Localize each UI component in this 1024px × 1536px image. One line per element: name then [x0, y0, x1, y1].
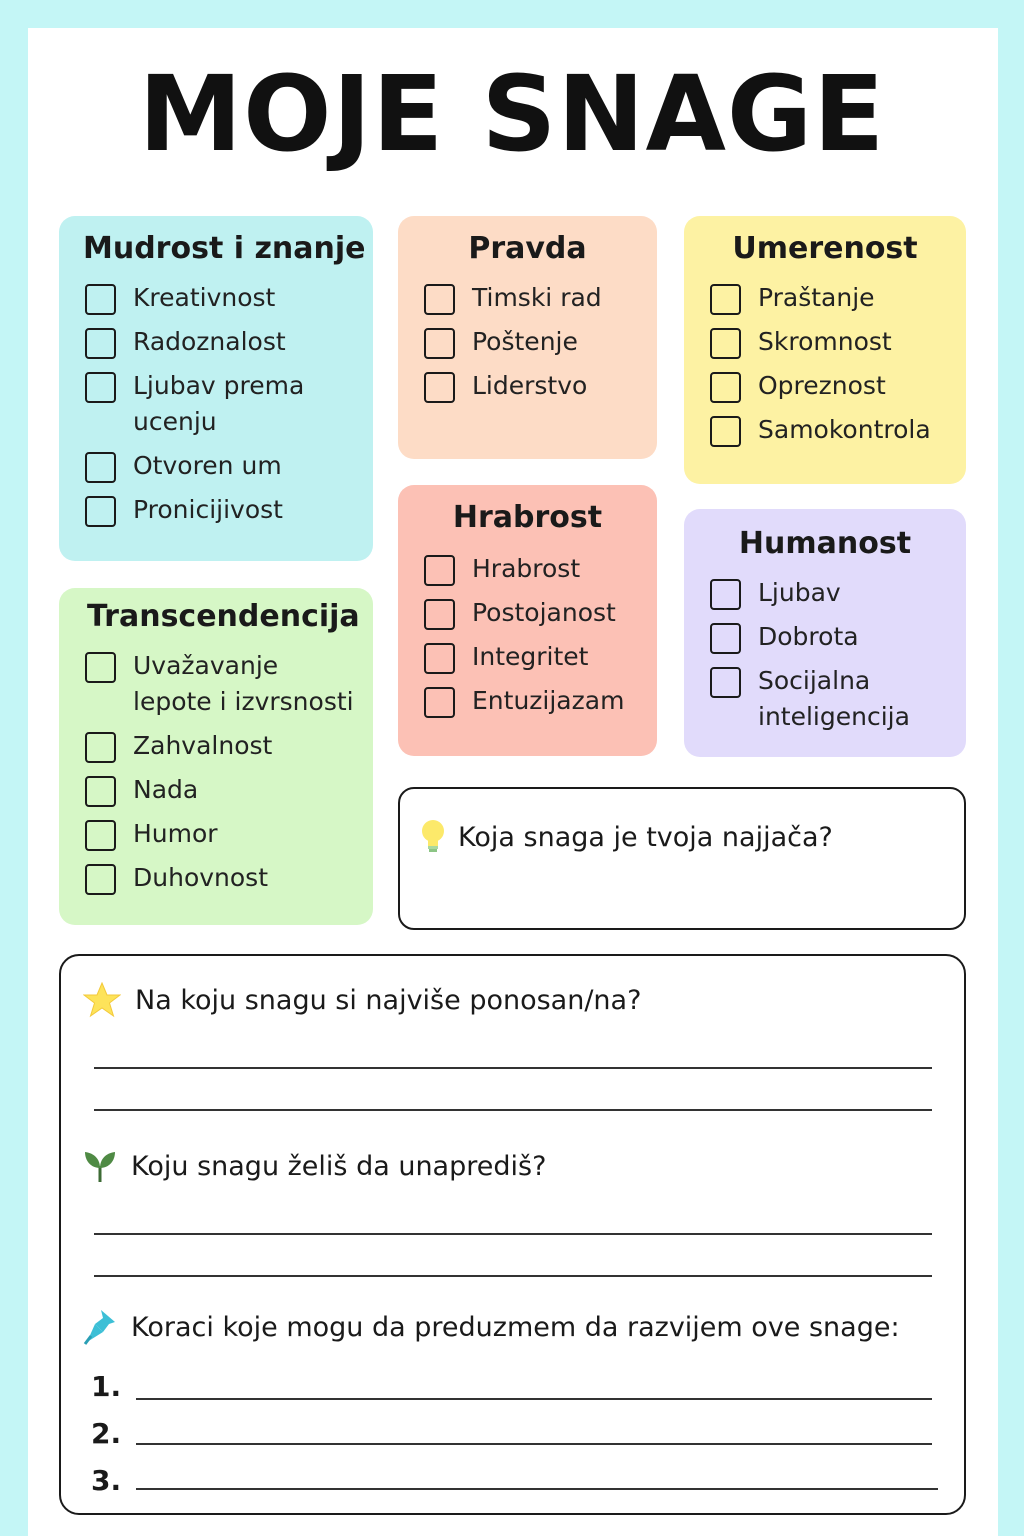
checkbox[interactable]	[85, 864, 116, 895]
step-number: 2.	[91, 1417, 122, 1450]
checkbox[interactable]	[424, 599, 455, 630]
answer-line[interactable]	[94, 1109, 932, 1111]
checkbox[interactable]	[424, 555, 455, 586]
answer-line[interactable]	[94, 1275, 932, 1277]
strength-item[interactable]	[416, 595, 639, 631]
strength-item[interactable]	[77, 648, 355, 720]
question-text: Na koju snagu si najviše ponosan/na?	[135, 984, 642, 1016]
strength-item[interactable]	[702, 663, 948, 735]
star-icon	[83, 982, 121, 1018]
strength-label: Radoznalost	[133, 327, 286, 356]
question-text: Koja snaga je tvoja najjača?	[458, 821, 833, 853]
lightbulb-icon	[420, 819, 446, 855]
pushpin-icon	[83, 1308, 117, 1346]
checkbox[interactable]	[85, 284, 116, 315]
strength-label: Poštenje	[472, 327, 578, 356]
checkbox[interactable]	[85, 372, 116, 403]
strength-item[interactable]	[77, 280, 355, 316]
checkbox[interactable]	[710, 372, 741, 403]
strength-label: Integritet	[472, 642, 589, 671]
strength-label: Liderstvo	[472, 371, 588, 400]
strength-item[interactable]	[77, 492, 355, 528]
checkbox[interactable]	[85, 496, 116, 527]
checkbox[interactable]	[85, 328, 116, 359]
category-card-hrabrost	[398, 485, 657, 756]
checkbox[interactable]	[710, 579, 741, 610]
category-heading: Pravda	[468, 231, 587, 266]
category-card-mudrost	[59, 216, 373, 561]
category-heading: Transcendencija	[87, 599, 360, 634]
strength-item[interactable]	[702, 324, 948, 360]
question-text: Koju snagu želiš da unaprediš?	[131, 1150, 547, 1182]
strength-label: Opreznost	[758, 371, 886, 400]
checkbox[interactable]	[424, 372, 455, 403]
strength-item[interactable]	[702, 412, 948, 448]
category-heading: Umerenost	[732, 231, 918, 266]
question-text: Koraci koje mogu da preduzmem da razvijem ove snage:	[131, 1311, 900, 1343]
strength-item[interactable]	[416, 639, 639, 675]
strength-label: Skromnost	[758, 327, 892, 356]
checkbox[interactable]	[85, 776, 116, 807]
step-line[interactable]	[136, 1443, 932, 1445]
checkbox[interactable]	[85, 652, 116, 683]
checkbox[interactable]	[424, 687, 455, 718]
strength-label: Ljubav	[758, 578, 841, 607]
checkbox[interactable]	[424, 328, 455, 359]
category-heading: Humanost	[738, 526, 912, 561]
checkbox[interactable]	[85, 820, 116, 851]
step-number: 1.	[91, 1370, 122, 1403]
checkbox[interactable]	[710, 328, 741, 359]
page-title: MOJE SNAGE	[138, 53, 886, 175]
strongest-question	[420, 819, 833, 855]
checkbox[interactable]	[710, 667, 741, 698]
strength-label: Pronicijivost	[133, 495, 283, 524]
strength-item[interactable]	[702, 280, 948, 316]
strength-label: Duhovnost	[133, 863, 268, 892]
category-heading: Hrabrost	[452, 500, 603, 535]
strength-item[interactable]	[77, 816, 355, 852]
checkbox[interactable]	[710, 284, 741, 315]
strength-label: Postojanost	[472, 598, 616, 627]
step-line[interactable]	[136, 1398, 932, 1400]
strength-item[interactable]	[77, 368, 355, 440]
strength-item[interactable]	[702, 575, 948, 611]
reflection-box	[59, 954, 966, 1515]
strength-label: Entuzijazam	[472, 686, 625, 715]
strength-item[interactable]	[77, 728, 355, 764]
strength-label: Ljubav prema ucenju	[133, 371, 305, 436]
checkbox[interactable]	[85, 452, 116, 483]
strength-label: Kreativnost	[133, 283, 276, 312]
strength-label: Dobrota	[758, 622, 859, 651]
strength-item[interactable]	[702, 619, 948, 655]
strength-item[interactable]	[702, 368, 948, 404]
improve-question	[83, 1148, 546, 1184]
strength-label: Nada	[133, 775, 199, 804]
step-number: 3.	[91, 1464, 122, 1497]
category-card-humanost	[684, 509, 966, 757]
strength-item[interactable]	[77, 772, 355, 808]
strength-label: Humor	[133, 819, 218, 848]
category-card-umerenost	[684, 216, 966, 484]
checkbox[interactable]	[85, 732, 116, 763]
strength-label: Timski rad	[472, 283, 602, 312]
answer-line[interactable]	[94, 1067, 932, 1069]
proud-question	[83, 982, 641, 1018]
checkbox[interactable]	[710, 623, 741, 654]
strongest-strength-box[interactable]	[398, 787, 966, 930]
answer-line[interactable]	[94, 1233, 932, 1235]
strength-item[interactable]	[77, 324, 355, 360]
category-heading: Mudrost i znanje	[83, 231, 366, 266]
strength-label: Samokontrola	[758, 415, 931, 444]
strength-item[interactable]	[416, 683, 639, 719]
strength-item[interactable]	[416, 280, 639, 316]
strength-item[interactable]	[77, 860, 355, 896]
strength-item[interactable]	[416, 551, 639, 587]
checkbox[interactable]	[710, 416, 741, 447]
strength-item[interactable]	[77, 448, 355, 484]
steps-question	[83, 1308, 900, 1346]
category-card-pravda	[398, 216, 657, 459]
strength-item[interactable]	[416, 368, 639, 404]
strength-label: Uvažavanje lepote i izvrsnosti	[133, 651, 354, 716]
strength-label: Zahvalnost	[133, 731, 273, 760]
checkbox[interactable]	[424, 643, 455, 674]
step-line[interactable]	[136, 1488, 938, 1490]
strength-label: Hrabrost	[472, 554, 581, 583]
sprout-icon	[83, 1148, 117, 1184]
strength-label: Praštanje	[758, 283, 875, 312]
checkbox[interactable]	[424, 284, 455, 315]
category-card-transcendencija	[59, 588, 373, 925]
strength-label: Socijalna inteligencija	[758, 666, 910, 731]
strength-item[interactable]	[416, 324, 639, 360]
strength-label: Otvoren um	[133, 451, 282, 480]
